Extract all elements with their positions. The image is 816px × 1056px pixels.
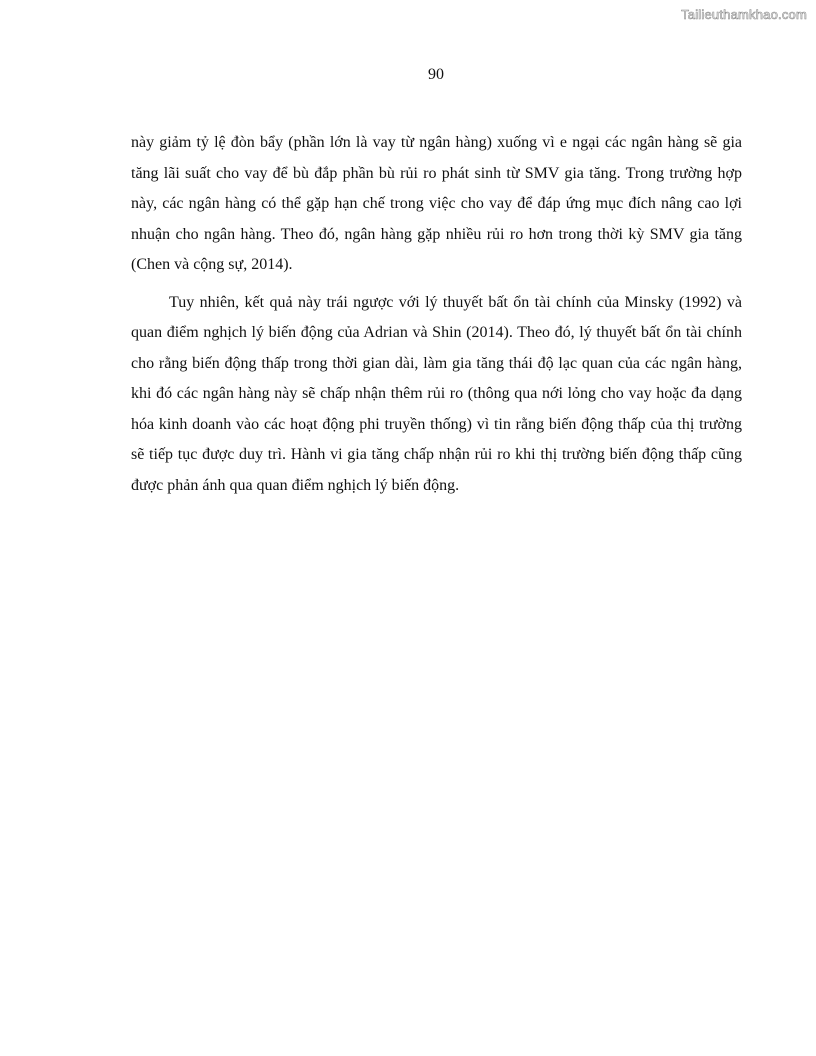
document-body [131,128,742,501]
watermark-text: Tailieuthamkhao.com [681,7,807,22]
paragraph-2: Tuy nhiên, kết quả này trái ngược với lý thuyết bất ổn tài chính của Minsky (1992) và quan điểm nghịch lý biến động của Adrian và Shin (2014). Theo đó, lý thuyết bất ổn tài chính cho rằng biến động thấp trong thời gian dài, làm gia tăng thái độ lạc quan của các ngân hàng, khi đó các ngân hàng này sẽ chấp nhận thêm rủi ro (thông qua nới lỏng cho vay hoặc đa dạng hóa kinh doanh vào các hoạt động phi truyền thống) vì tin rằng biến động thấp của thị trường sẽ tiếp tục được duy trì. Hành vi gia tăng chấp nhận rủi ro khi thị trường biến động thấp cũng được phản ánh qua quan điểm nghịch lý biến động. [131,293,742,494]
paragraph-1: này giảm tỷ lệ đòn bẩy (phần lớn là vay từ ngân hàng) xuống vì e ngại các ngân hàng sẽ gia tăng lãi suất cho vay để bù đắp phần bù rủi ro phát sinh từ SMV gia tăng. Trong trường hợp này, các ngân hàng có thể gặp hạn chế trong việc cho vay để đáp ứng mục đích nâng cao lợi nhuận cho ngân hàng. Theo đó, ngân hàng gặp nhiều rủi ro hơn trong thời kỳ SMV gia tăng (Chen và cộng sự, 2014). [131,134,742,273]
page-number: 90 [428,66,444,83]
